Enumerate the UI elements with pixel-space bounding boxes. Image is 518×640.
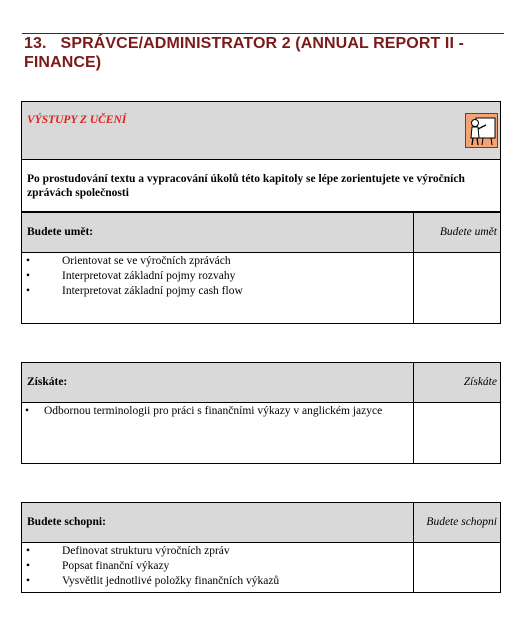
list-item: • Orientovat se ve výročních zprávách bbox=[22, 254, 243, 269]
outcome-box-skills bbox=[21, 212, 501, 324]
list-item: • Popsat finanční výkazy bbox=[22, 559, 279, 574]
outcome-side-label: Budete umět bbox=[439, 226, 497, 238]
outcome-header bbox=[22, 213, 500, 253]
teacher-at-board-icon bbox=[465, 113, 498, 148]
list-item: • Interpretovat základní pojmy rozvahy bbox=[22, 269, 243, 284]
outcome-header bbox=[22, 363, 500, 403]
outcome-box-gains bbox=[21, 362, 501, 464]
outcome-list bbox=[22, 544, 279, 589]
chapter-number: 13. bbox=[24, 35, 47, 52]
outcome-label: Získáte: bbox=[27, 376, 68, 388]
list-item: • Definovat strukturu výročních zpráv bbox=[22, 544, 279, 559]
column-divider bbox=[413, 213, 414, 323]
learning-outcomes-text: Po prostudování textu a vypracování úkolů této kapitoly se lépe zorientujete ve výročních zprávách společnosti bbox=[27, 173, 465, 199]
outcome-label: Budete umět: bbox=[27, 226, 94, 238]
outcome-label: Budete schopni: bbox=[27, 516, 106, 528]
outcome-box-abilities bbox=[21, 502, 501, 593]
list-item: • Odbornou terminologii pro práci s finančními výkazy v anglickém jazyce bbox=[22, 404, 382, 419]
chapter-heading bbox=[24, 34, 504, 72]
outcome-list bbox=[22, 404, 382, 419]
chapter-title: SPRÁVCE/ADMINISTRATOR 2 (ANNUAL REPORT II - FINANCE) bbox=[24, 35, 464, 71]
outcome-header bbox=[22, 503, 500, 543]
outcome-side-label: Budete schopni bbox=[426, 516, 497, 528]
outcome-list bbox=[22, 254, 243, 299]
column-divider bbox=[413, 363, 414, 463]
learning-outcomes-header bbox=[22, 102, 500, 160]
learning-outcomes-box bbox=[21, 101, 501, 212]
column-divider bbox=[413, 503, 414, 592]
learning-outcomes-title: VÝSTUPY Z UČENÍ bbox=[27, 114, 127, 126]
outcome-side-label: Získáte bbox=[463, 376, 497, 388]
list-item: • Vysvětlit jednotlivé položky finančních výkazů bbox=[22, 574, 279, 589]
list-item: • Interpretovat základní pojmy cash flow bbox=[22, 284, 243, 299]
